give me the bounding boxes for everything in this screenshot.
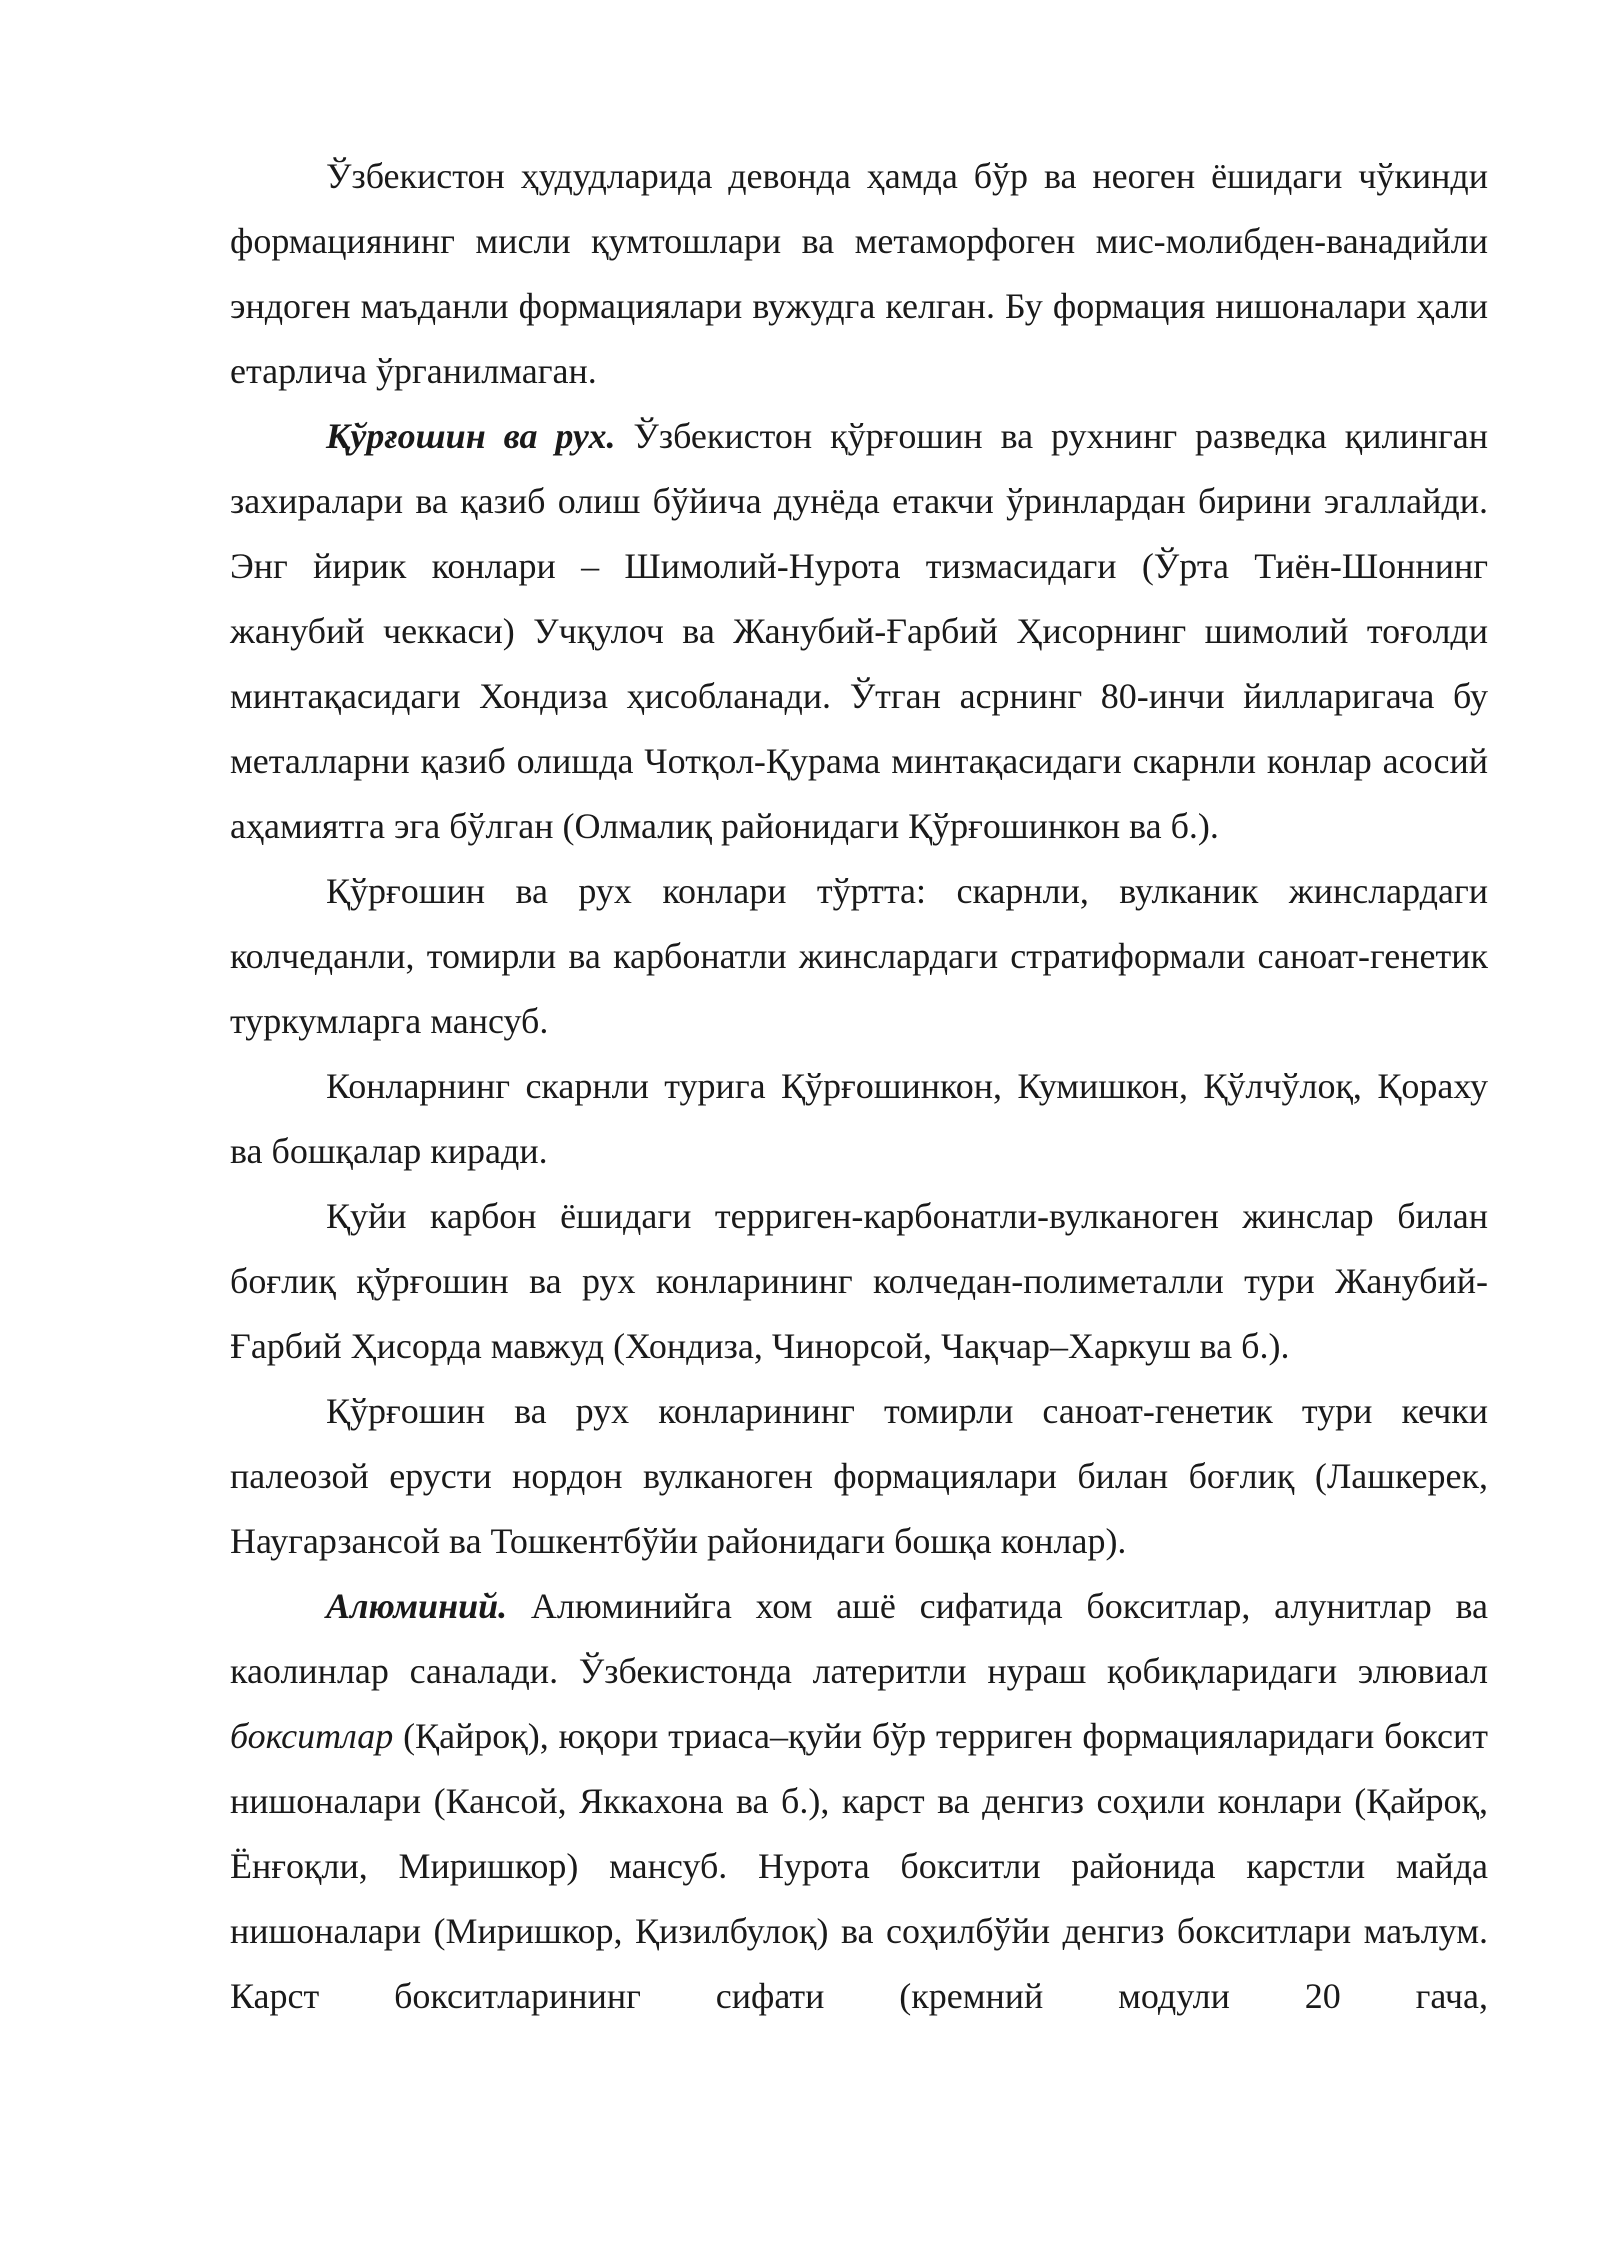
paragraph-text: Қўрғошин ва рух конларининг томирли саноат-генетик тури кечки палеозой ерусти нордон вулканоген формациялари билан боғлиқ (Лашкерек, Наугарзансой ва Тошкентбўйи районидаги бошқа конлар).	[230, 1391, 1488, 1561]
paragraph-text: Ўзбекистон қўрғошин ва рухнинг разведка қилинган захиралари ва қазиб олиш бўйича дунёда етакчи ўринлардан бирини эгаллайди. Энг йирик конлари – Шимолий-Нурота тизмасидаги (Ўрта Тиён-Шоннинг жанубий чеккаси) Учқулоч ва Жанубий-Ғарбий Ҳисорнинг шимолий тоғолди минтақасидаги Хондиза ҳисобланади. Ўтган асрнинг 80-инчи йилларигача бу металларни қазиб олишда Чотқол-Қурама минтақасидаги скарнли конлар асосий аҳамиятга эга бўлган (Олмалиқ районидаги Қўрғошинкон ва б.).	[230, 416, 1488, 846]
section-heading-aluminium: Алюминий.	[326, 1586, 508, 1626]
paragraph-vein-type	[230, 1379, 1488, 1574]
paragraph-copper	[230, 144, 1488, 404]
paragraph-text: Конларнинг скарнли турига Қўрғошинкон, Кумишкон, Қўлчўлоқ, Қораху ва бошқалар киради.	[230, 1066, 1488, 1171]
paragraph-aluminium	[230, 1574, 1488, 2029]
paragraph-deposit-types	[230, 859, 1488, 1054]
section-heading-lead-zinc: Қўрғошин ва рух.	[326, 416, 616, 456]
paragraph-lead-zinc	[230, 404, 1488, 859]
document-page	[230, 144, 1488, 2029]
paragraph-text: Алюминийга хом ашё сифатида бокситлар, алунитлар ва каолинлар саналади. Ўзбекистонда латеритли нураш қобиқларидаги элювиал	[230, 1586, 1488, 1691]
paragraph-text: Ўзбекистон ҳудудларида девонда ҳамда бўр ва неоген ёшидаги чўкинди формациянинг мисли қумтошлари ва метаморфоген мис-молибден-ванадийли эндоген маъданли формациялари вужудга келган. Бу формация нишоналари ҳали етарлича ўрганилмаган.	[230, 156, 1488, 391]
paragraph-text: Қуйи карбон ёшидаги терриген-карбонатли-вулканоген жинслар билан боғлиқ қўрғошин ва рух конларининг колчедан-полиметалли тури Жанубий-Ғарбий Ҳисорда мавжуд (Хондиза, Чинорсой, Чақчар–Харкуш ва б.).	[230, 1196, 1488, 1366]
paragraph-pyrite-type	[230, 1184, 1488, 1379]
paragraph-skarn-type	[230, 1054, 1488, 1184]
paragraph-text: (Қайроқ), юқори триаса–қуйи бўр терриген формацияларидаги боксит нишоналари (Кансой, Яккахона ва б.), карст ва денгиз соҳили конлари (Қайроқ, Ёнғоқли, Миришкор) мансуб. Нурота бокситли районида карстли майда нишоналари (Миришкор, Қизилбулоқ) ва соҳилбўйи денгиз бокситлари маълум. Карст бокситларининг сифати (кремний модули 20 гача,	[230, 1716, 1488, 2016]
paragraph-text: Қўрғошин ва рух конлари тўртта: скарнли, вулканик жинслардаги колчеданли, томирли ва карбонатли жинслардаги стратиформали саноат-генетик туркумларга мансуб.	[230, 871, 1488, 1041]
italic-term: бокситлар	[230, 1716, 394, 1756]
